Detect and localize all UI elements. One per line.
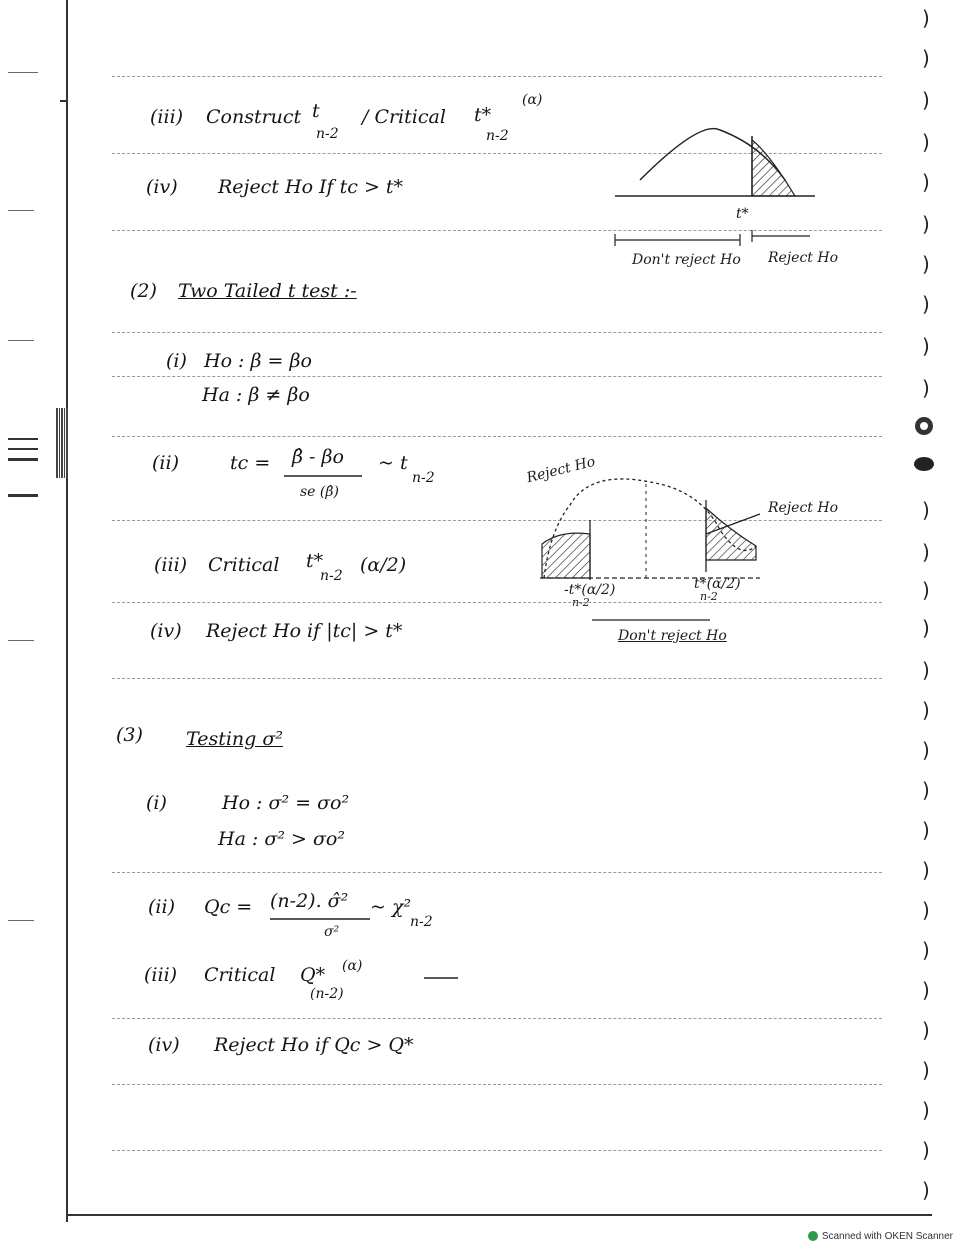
step-text: Reject Ho If tc > t* [218,176,404,198]
binding-ring: ) [922,778,930,802]
dont-reject-label: Don't reject Ho [618,628,727,644]
ruled-line [112,436,882,437]
ruled-line [112,76,882,77]
null-hypothesis: Ho : β = βo [204,350,312,372]
step-label: (iii) [150,106,184,128]
binding-ring: ) [922,938,930,962]
binding-ring: ) [922,292,930,316]
binding-ring: ) [922,898,930,922]
scanner-logo-icon [808,1231,818,1241]
left-critical-tick: -t*(α/2) [564,582,616,598]
section-heading: Two Tailed t test :- [178,280,357,302]
stat-numerator: (n-2). σ̂² [270,890,349,912]
binding-ring: ) [922,616,930,640]
step-label: (i) [166,350,187,372]
stat-distribution-subscript: n-2 [410,914,433,930]
section-number: (2) [130,280,157,302]
binding-ring: ) [922,170,930,194]
dont-reject-label: Don't reject Ho [632,252,741,268]
binding-ring: ) [922,498,930,522]
stat-denominator: se (β̂) [300,484,339,500]
reject-label-left: Reject Ho [525,453,597,487]
step-text: Critical [204,964,276,986]
step-label: (iii) [154,554,188,576]
section-number: (3) [116,724,143,746]
step-text: / Critical [362,106,446,128]
critical-symbol: t* [306,550,324,572]
alpha-label: (α) [342,958,363,974]
critical-subscript: n-2 [320,568,343,584]
binding-ring: ) [922,540,930,564]
binding-ring: ) [922,1138,930,1162]
reject-label-right: Reject Ho [768,500,839,516]
step-label: (iv) [146,176,178,198]
edge-ticks [8,60,68,1060]
bottom-line [66,1214,932,1216]
binding-ring: ) [922,1098,930,1122]
binding-ring: ) [922,658,930,682]
stat-subscript: n-2 [316,126,339,142]
stat-distribution: ~ χ² [370,896,412,918]
binding-ring: ) [922,578,930,602]
binding-ring: ) [922,130,930,154]
stat-distribution-subscript: n-2 [412,470,435,486]
fraction-bar [270,917,380,921]
binding-ring: ) [922,818,930,842]
step-label: (ii) [152,452,179,474]
ruled-line [112,1150,882,1151]
binding-clip-icon [912,414,936,474]
stat-lhs: tc = [230,452,271,474]
ruled-line [112,332,882,333]
step-label: (iii) [144,964,178,986]
right-critical-tick: t*(α/2) [694,576,741,592]
binding-ring: ) [922,252,930,276]
binding-ring: ) [922,6,930,30]
stat-symbol: t [312,100,320,122]
binding-ring: ) [922,88,930,112]
ruled-line [112,1018,882,1019]
binding-ring: ) [922,858,930,882]
ruled-line [112,376,882,377]
left-critical-tick-subscript: n-2 [572,596,590,609]
step-label: (i) [146,792,167,814]
critical-symbol: t* [474,104,492,126]
critical-subscript: n-2 [486,128,509,144]
binding-ring: ) [922,334,930,358]
stat-lhs: Qc = [204,896,253,918]
binding-ring: ) [922,376,930,400]
graph-tick-label: t* [736,206,749,222]
step-label: (iv) [148,1034,180,1056]
fraction-bar [284,474,364,478]
binding-ring: ) [922,1178,930,1202]
right-critical-tick-subscript: n-2 [700,590,718,603]
alternative-hypothesis: Ha : β ≠ βo [202,384,310,406]
binding-ring: ) [922,738,930,762]
two-tailed-distribution-graph [520,460,780,650]
alpha-label: (α) [522,92,543,108]
step-text: Reject Ho if Qc > Q* [214,1034,414,1056]
stat-numerator: β̂ - βo [292,446,344,468]
alternative-hypothesis: Ha : σ² > σo² [218,828,345,850]
alpha-label: (α/2) [360,554,407,576]
step-text: Critical [208,554,280,576]
stat-denominator: σ² [324,924,340,940]
dash-mark [424,976,460,980]
section-heading: Testing σ² [186,728,283,750]
binding-ring: ) [922,698,930,722]
binding-ring: ) [922,46,930,70]
stat-distribution: ~ t [378,452,408,474]
binding-ring: ) [922,1058,930,1082]
reject-label: Reject Ho [768,250,839,266]
critical-symbol: Q* [300,964,326,986]
scanner-text: Scanned with OKEN Scanner [821,1231,953,1242]
binding-ring: ) [922,212,930,236]
critical-subscript: (n-2) [310,986,344,1002]
step-label: (ii) [148,896,175,918]
null-hypothesis: Ho : σ² = σo² [222,792,350,814]
scanner-watermark [808,1231,953,1242]
ruled-line [112,1084,882,1085]
binding-ring: ) [922,1018,930,1042]
ruled-line [112,678,882,679]
binding-ring: ) [922,978,930,1002]
step-text: Reject Ho if |tc| > t* [206,620,403,642]
step-text: Construct [206,106,302,128]
step-label: (iv) [150,620,182,642]
ruled-line [112,872,882,873]
